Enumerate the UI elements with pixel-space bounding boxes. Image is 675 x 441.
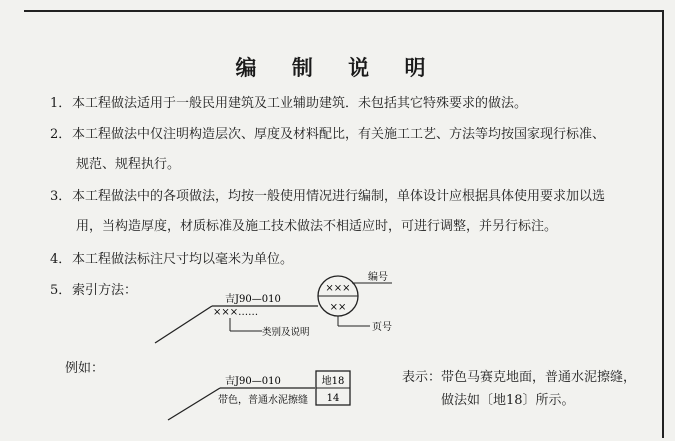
item-marks: ×××…… xyxy=(213,307,259,318)
item-text: 本工程做法中的各项做法，均按一般使用情况进行编制，单体设计应根据具体使用要求加以选 xyxy=(72,189,606,204)
example-note-line1: 表示：带色马赛克地面，普通水泥擦缝， xyxy=(402,370,637,385)
item-text: 本工程做法中仅注明构造层次、厚度及材料配比，有关施工工艺、方法等均按国家现行标准、 xyxy=(72,127,606,142)
item-number: 3． xyxy=(50,189,72,204)
item-text: 本工程做法标注尺寸均以毫米为单位。 xyxy=(72,252,294,267)
item-number: 5． xyxy=(50,283,72,298)
page-title: 编 制 说 明 xyxy=(235,55,440,80)
example-desc: 带色，普通水泥擦缝 xyxy=(218,395,308,406)
circle-number: ××× xyxy=(325,283,351,294)
item-text: 本工程做法适用于一般民用建筑及工业辅助建筑．未包括其它特殊要求的做法。 xyxy=(72,96,528,111)
example-leader-line xyxy=(168,388,220,420)
number-label: 编号 xyxy=(368,272,388,283)
item-number: 1． xyxy=(50,96,72,111)
example-box-page: 14 xyxy=(326,393,340,404)
atlas-label: 吉J90—010 xyxy=(225,294,281,305)
item-continuation: 用，当构造厚度，材质标准及施工技术做法不相适应时，可进行调整，并另行标注。 xyxy=(76,219,558,234)
circle-page: ×× xyxy=(329,302,347,313)
leader-line xyxy=(155,306,212,343)
item-number: 2． xyxy=(50,127,72,142)
category-label: 类别及说明 xyxy=(262,327,310,338)
example-note-line2: 做法如〔地18〕所示。 xyxy=(441,393,575,408)
example-box-number: 地18 xyxy=(321,376,345,387)
example-label: 例如： xyxy=(65,361,105,376)
item-number: 4． xyxy=(50,252,72,267)
item-text: 索引方法： xyxy=(72,283,138,298)
page-label: 页号 xyxy=(372,322,392,333)
item-continuation: 规范、规程执行。 xyxy=(76,157,181,172)
example-atlas-label: 吉J90—010 xyxy=(225,376,281,387)
